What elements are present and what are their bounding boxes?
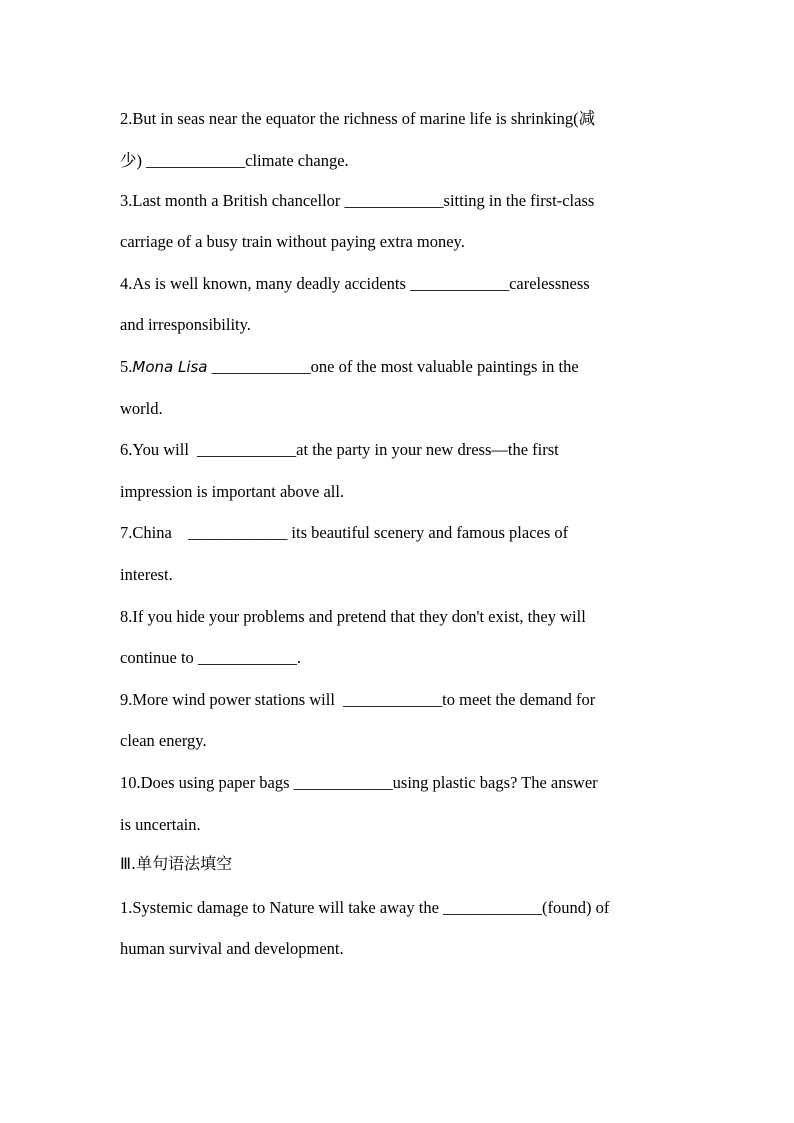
question-5-line-2: world. [120,399,163,418]
question-8-line-1: 8.If you hide your problems and pretend that they don't exist, they will [120,607,586,626]
question-5-title-italic: Mona Lisa [132,358,208,376]
question-9-line-2: clean energy. [120,731,207,750]
question-10-line-2: is uncertain. [120,815,201,834]
question-8-line-2: continue to ____________. [120,648,302,667]
question-3-line-1: 3.Last month a British chancellor ____________sitting in the first-class [120,191,595,210]
section-3-question-1-line-2: human survival and development. [120,939,344,958]
question-7-line-1: 7.China ____________ its beautiful scenery and famous places of [120,523,569,542]
question-2-line-2: 少) ____________climate change. [120,151,349,170]
question-4-line-1: 4.As is well known, many deadly accidents ____________carelessness [120,274,590,293]
section-3-heading: Ⅲ.单句语法填空 [120,854,233,873]
question-4-line-2: and irresponsibility. [120,315,251,334]
question-3-line-2: carriage of a busy train without paying extra money. [120,232,465,251]
section-3-question-1-line-1: 1.Systemic damage to Nature will take away the ____________(found) of [120,898,610,917]
question-9-line-1: 9.More wind power stations will ____________to meet the demand for [120,690,596,709]
question-5-line-1-rest: ____________one of the most valuable paintings in the [207,357,579,376]
question-5-number: 5. [120,357,133,376]
question-5-line-1 [120,356,579,378]
question-10-line-1: 10.Does using paper bags ____________using plastic bags? The answer [120,773,598,792]
question-7-line-2: interest. [120,565,173,584]
question-6-line-1: 6.You will ____________at the party in your new dress—the first [120,440,559,459]
question-2-line-1: 2.But in seas near the equator the richness of marine life is shrinking(减 [120,109,596,128]
question-6-line-2: impression is important above all. [120,482,345,501]
